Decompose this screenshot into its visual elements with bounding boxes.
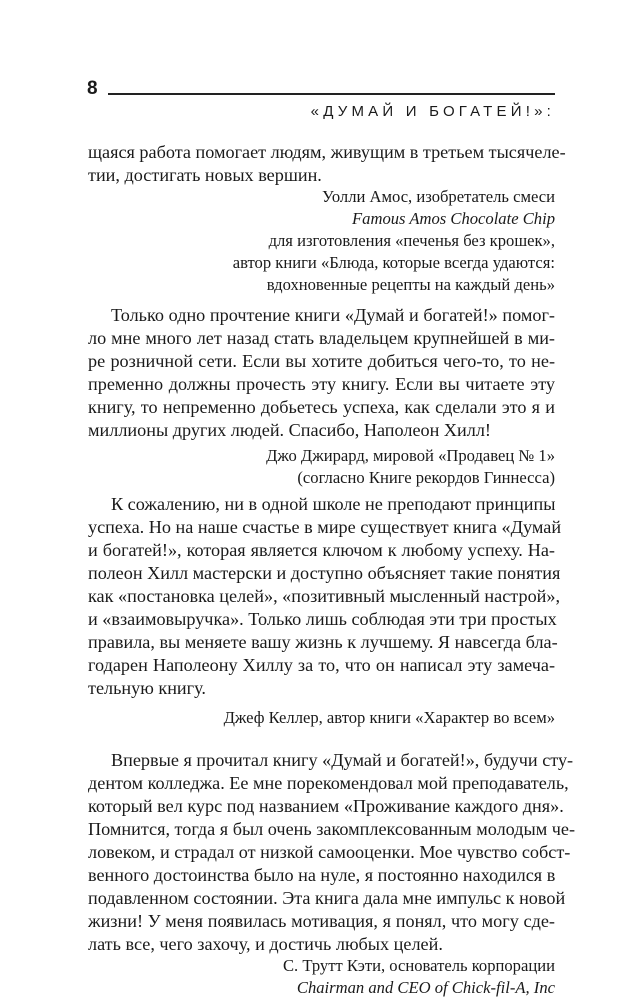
text-line: годарен Наполеону Хиллу за то, что он написал эту замеча- (88, 655, 555, 675)
quote-attribution (88, 186, 555, 296)
text-line: Chairman and CEO of Chick-fil-A, Inc (296, 978, 555, 997)
text-line: щаяся работа помогает людям, живущим в третьем тысячеле- (88, 142, 566, 162)
paragraph (88, 493, 562, 700)
text-line: Впервые я прочитал книгу «Думай и богатей!», будучи сту- (111, 750, 574, 770)
text-line: подавленном состоянии. Эта книга дала мне импульс к новой (88, 888, 566, 908)
text-line: дентом колледжа. Ее мне порекомендовал мой преподаватель, (88, 773, 569, 793)
text-line: лать все, чего захочу, и достичь любых целей. (88, 934, 443, 954)
text-line: миллионы других людей. Спасибо, Наполеон Хилл! (88, 420, 491, 440)
text-line: Уолли Амос, изобретатель смеси (321, 187, 555, 206)
text-line: Помнится, тогда я был очень закомплексованным молодым че- (88, 819, 576, 839)
text-line: ре розничной сети. Если вы хотите добиться чего-то, то не- (88, 351, 555, 371)
text-line: вдохновенные рецепты на каждый день» (266, 275, 555, 294)
text-line: и богатей!», которая является ключом к любому успеху. На- (88, 540, 555, 560)
text-line: Джо Джирард, мировой «Продавец № 1» (266, 446, 555, 465)
text-line: Джеф Келлер, автор книги «Характер во всем» (223, 708, 555, 727)
text-line: ло мне много лет назад стать владельцем крупнейшей в ми- (88, 328, 555, 348)
text-line: пременно должны прочесть эту книгу. Если вы читаете эту (88, 374, 555, 394)
text-line: Только одно прочтение книги «Думай и богатей!» помог- (111, 305, 555, 325)
quote-attribution (88, 707, 555, 729)
paragraph (88, 141, 566, 187)
text-line: С. Трутт Кэти, основатель корпорации (282, 956, 555, 975)
quote-attribution (88, 445, 555, 489)
text-line: и «взаимовыручка». Только лишь соблюдая эти три простых (88, 609, 557, 629)
text-line: который вел курс под названием «Проживание каждого дня». (88, 796, 564, 816)
text-line: К сожалению, ни в одной школе не преподают принципы (111, 494, 556, 514)
text-line: для изготовления «печенья без крошек», (268, 231, 555, 250)
text-line: как «постановка целей», «позитивный мысленный настрой», (88, 586, 561, 606)
text-line: (согласно Книге рекордов Гиннесса) (297, 468, 555, 487)
running-head: «ДУМАЙ И БОГАТЕЙ!»: (310, 103, 555, 120)
quote-attribution (88, 955, 555, 999)
text-line: успеха. Но на наше счастье в мире существует книга «Думай (88, 517, 562, 537)
paragraph (88, 304, 555, 442)
text-line: жизни! У меня появилась мотивация, я понял, что могу сде- (88, 911, 555, 931)
header-rule (108, 93, 555, 95)
page-number: 8 (87, 78, 98, 99)
text-line: книгу, то непременно добьетесь успеха, как сделали это я и (88, 397, 555, 417)
paragraph (88, 749, 576, 956)
text-line: тии, достигать новых вершин. (88, 165, 322, 185)
text-line: тельную книгу. (88, 678, 206, 698)
text-line: Famous Amos Chocolate Chip (352, 209, 555, 228)
text-line: автор книги «Блюда, которые всегда удаются: (232, 253, 555, 272)
text-line: ловеком, и страдал от низкой самооценки. Мое чувство собст- (88, 842, 571, 862)
text-line: венного достоинства было на нуле, я постоянно находился в (88, 865, 556, 885)
text-line: правила, вы меняете вашу жизнь к лучшему. Я навсегда бла- (88, 632, 558, 652)
text-line: полеон Хилл мастерски и доступно объясняет такие понятия (88, 563, 561, 583)
